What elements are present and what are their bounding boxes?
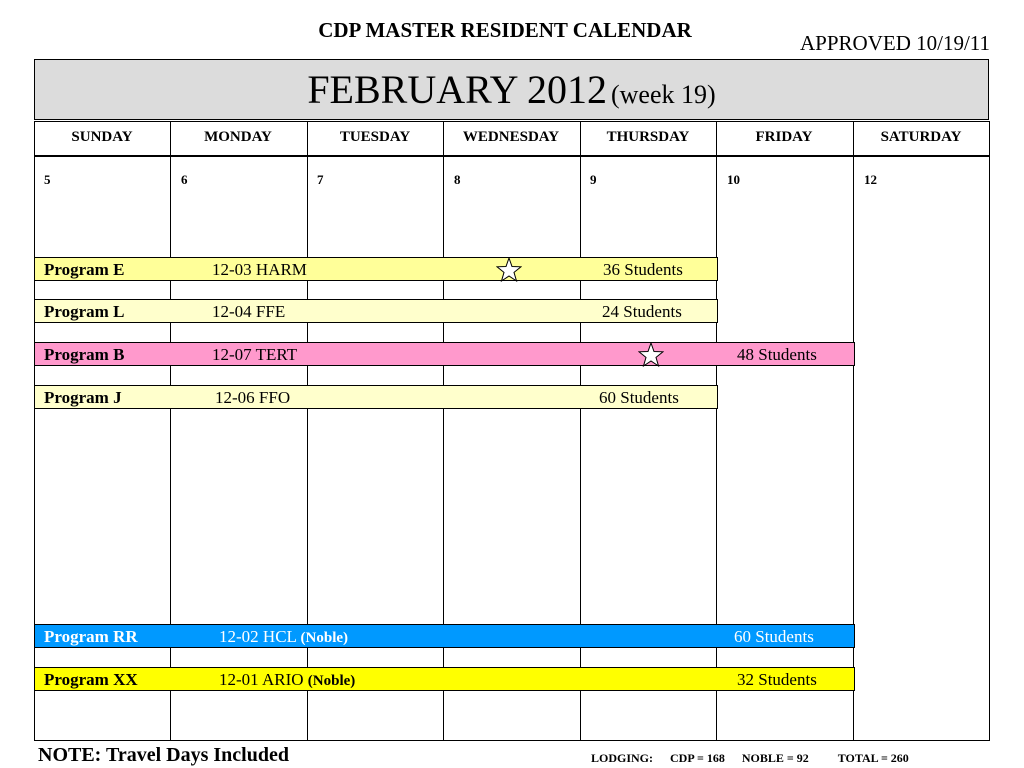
program-rr-course: 12-02 HCL — [219, 627, 297, 646]
week-label: (week 19) — [611, 80, 716, 109]
program-e-students: 36 Students — [603, 260, 683, 279]
program-l-bar[interactable] — [34, 299, 718, 323]
program-rr-course-group — [219, 625, 348, 650]
program-rr-bar[interactable] — [34, 624, 855, 648]
lodging-cdp: CDP = 168 — [670, 751, 725, 765]
program-xx-course: 12-01 ARIO — [219, 670, 304, 689]
program-j-course: 12-06 FFO — [215, 388, 291, 407]
program-b-bar[interactable] — [34, 342, 855, 366]
program-xx-course-group — [219, 668, 355, 693]
lodging-summary — [591, 751, 923, 766]
lodging-label: LODGING: — [591, 751, 654, 765]
month-label: FEBRUARY 2012 — [307, 67, 607, 112]
program-j-bar[interactable] — [34, 385, 718, 409]
program-e-bar[interactable] — [34, 257, 718, 281]
date-wednesday: 8 — [454, 172, 461, 187]
column-divider — [443, 121, 444, 741]
program-rr-name: Program RR — [44, 627, 138, 646]
date-thursday: 9 — [590, 172, 597, 187]
day-sunday: SUNDAY — [71, 129, 133, 145]
program-e-name: Program E — [44, 260, 125, 279]
program-rr-tag: (Noble) — [300, 630, 349, 646]
day-wednesday: WEDNESDAY — [462, 129, 560, 145]
date-sunday: 5 — [44, 172, 51, 187]
program-rr-students: 60 Students — [734, 627, 814, 646]
program-b-course: 12-07 TERT — [212, 345, 298, 364]
day-row-divider — [34, 155, 990, 157]
program-l-students: 24 Students — [602, 302, 682, 321]
program-j-students: 60 Students — [599, 388, 679, 407]
date-monday: 6 — [181, 172, 188, 187]
day-saturday: SATURDAY — [880, 129, 962, 145]
program-xx-bar[interactable] — [34, 667, 855, 691]
lodging-total: TOTAL = 260 — [837, 751, 909, 765]
column-divider — [853, 121, 854, 741]
lodging-noble: NOBLE = 92 — [741, 751, 809, 765]
program-b-students: 48 Students — [737, 345, 817, 364]
program-j-name: Program J — [44, 388, 122, 407]
day-thursday: THURSDAY — [606, 129, 690, 145]
date-friday: 10 — [727, 172, 740, 187]
travel-note: NOTE: Travel Days Included — [38, 744, 289, 766]
day-monday: MONDAY — [204, 129, 272, 145]
program-l-course: 12-04 FFE — [212, 302, 286, 321]
day-friday: FRIDAY — [755, 129, 813, 145]
calendar-grid — [34, 121, 990, 741]
program-xx-students: 32 Students — [737, 670, 817, 689]
star-icon — [638, 342, 664, 368]
program-xx-tag: (Noble) — [307, 673, 356, 689]
column-divider — [716, 121, 717, 741]
program-xx-name: Program XX — [44, 670, 138, 689]
date-tuesday: 7 — [317, 172, 324, 187]
column-divider — [170, 121, 171, 741]
program-b-name: Program B — [44, 345, 125, 364]
column-divider — [580, 121, 581, 741]
program-l-name: Program L — [44, 302, 125, 321]
month-header — [34, 59, 989, 120]
program-e-course: 12-03 HARM — [212, 260, 307, 279]
date-saturday: 12 — [864, 172, 877, 187]
day-tuesday: TUESDAY — [339, 129, 411, 145]
approved-date: APPROVED 10/19/11 — [800, 31, 990, 55]
document-title: CDP MASTER RESIDENT CALENDAR — [318, 18, 692, 42]
star-icon — [496, 257, 522, 283]
